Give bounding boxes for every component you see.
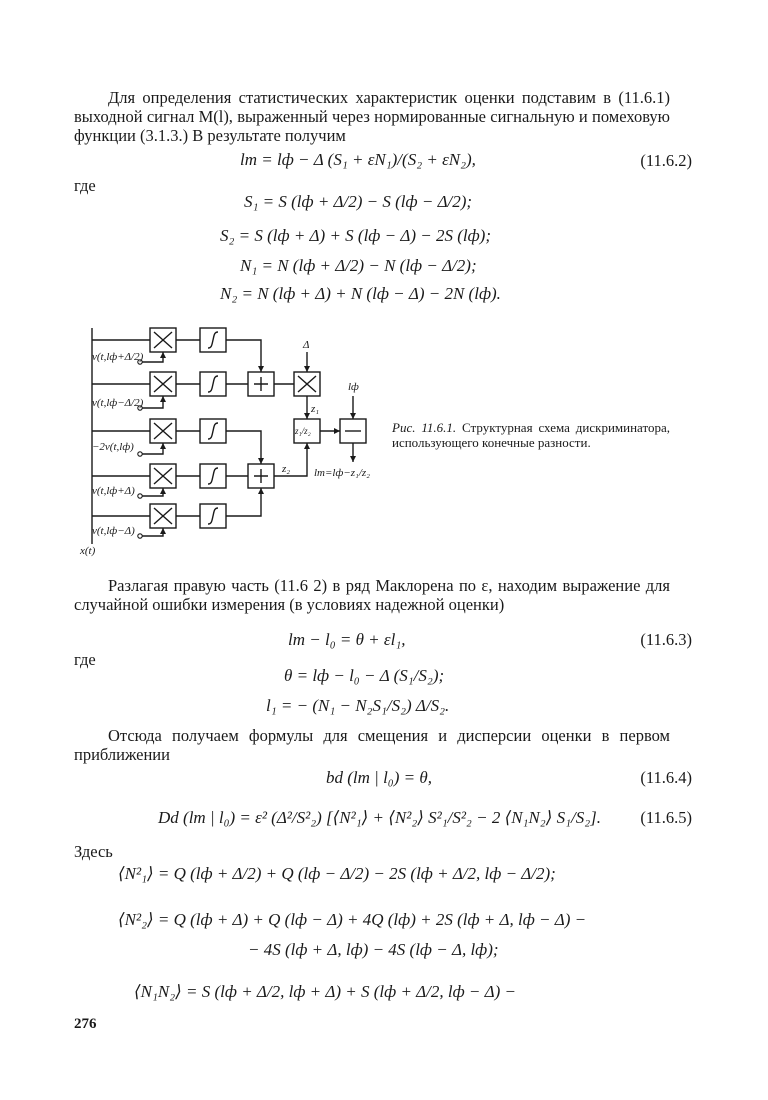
equation-number-11-6-4: (11.6.4) (640, 768, 692, 787)
equation-n1n2: ⟨N₁N₂⟩ = S (lф + Δ/2, lф + Δ) + S (lф + Δ/2, lф − Δ) − (134, 982, 516, 1001)
equation-n1-squared: ⟨N²₁⟩ = Q (lф + Δ/2) + Q (lф − Δ/2) − 2S (lф + Δ/2, lф − Δ/2); (118, 864, 556, 883)
equation-11-6-3: lm − l₀ = θ + εl₁, (288, 630, 406, 649)
input-label-4: v(t,lф+Δ) (92, 485, 135, 497)
equation-n2-squared-line1: ⟨N²₂⟩ = Q (lф + Δ) + Q (lф − Δ) + 4Q (lф) + 2S (lф + Δ, lф − Δ) − (118, 910, 587, 929)
paragraph-intro: Для определения статистических характеристик оценки подставим в (11.6.1) выходной сигнал M(l), выраженный через нормированные сигнальную и помеховую функции (3.1.3.) В результате получим (74, 88, 670, 145)
input-label-2: v(t,lф−Δ/2) (92, 397, 144, 409)
input-label-5: v(t,lф−Δ) (92, 525, 135, 537)
paragraph-bias-variance: Отсюда получаем формулы для смещения и дисперсии оценки в первом приближении (74, 726, 670, 764)
input-label-1: v(t,lф+Δ/2) (92, 351, 144, 363)
z2-label: z₂ (282, 463, 291, 475)
discriminator-block-diagram (78, 322, 378, 560)
lf-label: lф (348, 381, 359, 393)
input-label-xt: x(t) (80, 545, 96, 557)
delta-label: Δ (303, 339, 310, 351)
where-label-2: где (74, 650, 96, 669)
where-label: где (74, 176, 96, 195)
definition-theta: θ = lф − l₀ − Δ (S₁/S₂); (284, 666, 445, 685)
output-label: lm=lф−z₁/z₂ (314, 467, 370, 479)
equation-11-6-4: bd (lm | l₀) = θ, (326, 768, 432, 787)
equation-number-11-6-2: (11.6.2) (640, 151, 692, 170)
figure-caption-label: Рис. 11.6.1. (392, 420, 457, 435)
paragraph-maclaurin: Разлагая правую часть (11.6 2) в ряд Маклорена по ε, находим выражение для случайной ошибки измерения (в условиях надежной оценки) (74, 576, 670, 614)
ratio-label: z₁/z₂ (295, 426, 311, 436)
z1-label: z₁ (311, 403, 320, 415)
equation-number-11-6-3: (11.6.3) (640, 630, 692, 649)
page-number: 276 (74, 1016, 97, 1032)
input-label-3: −2v(t,lф) (92, 441, 134, 453)
definition-l1: l₁ = − (N₁ − N₂S₁/S₂) Δ/S₂. (266, 696, 450, 715)
definition-s2: S₂ = S (lф + Δ) + S (lф − Δ) − 2S (lф); (220, 226, 491, 245)
equation-11-6-5: Dd (lm | l₀) = ε² (Δ²/S²₂) [⟨N²₁⟩ + ⟨N²₂⟩ S²₁/S²₂ − 2 ⟨N₁N₂⟩ S₁/S₂]. (158, 808, 601, 827)
equation-11-6-2: lm = lф − Δ (S₁ + εN₁)/(S₂ + εN₂), (240, 150, 476, 169)
figure-caption (392, 420, 670, 450)
definition-n1: N₁ = N (lф + Δ/2) − N (lф − Δ/2); (240, 256, 477, 275)
definition-n2: N₂ = N (lф + Δ) + N (lф − Δ) − 2N (lф). (220, 284, 501, 303)
figure-caption-text: Структурная схема дискриминатора, использующего конечные разности. (392, 420, 671, 450)
equation-number-11-6-5: (11.6.5) (640, 808, 692, 827)
definition-s1: S₁ = S (lф + Δ/2) − S (lф − Δ/2); (244, 192, 473, 211)
here-label: Здесь (74, 842, 113, 861)
equation-n2-squared-line2: − 4S (lф + Δ, lф) − 4S (lф − Δ, lф); (248, 940, 499, 959)
